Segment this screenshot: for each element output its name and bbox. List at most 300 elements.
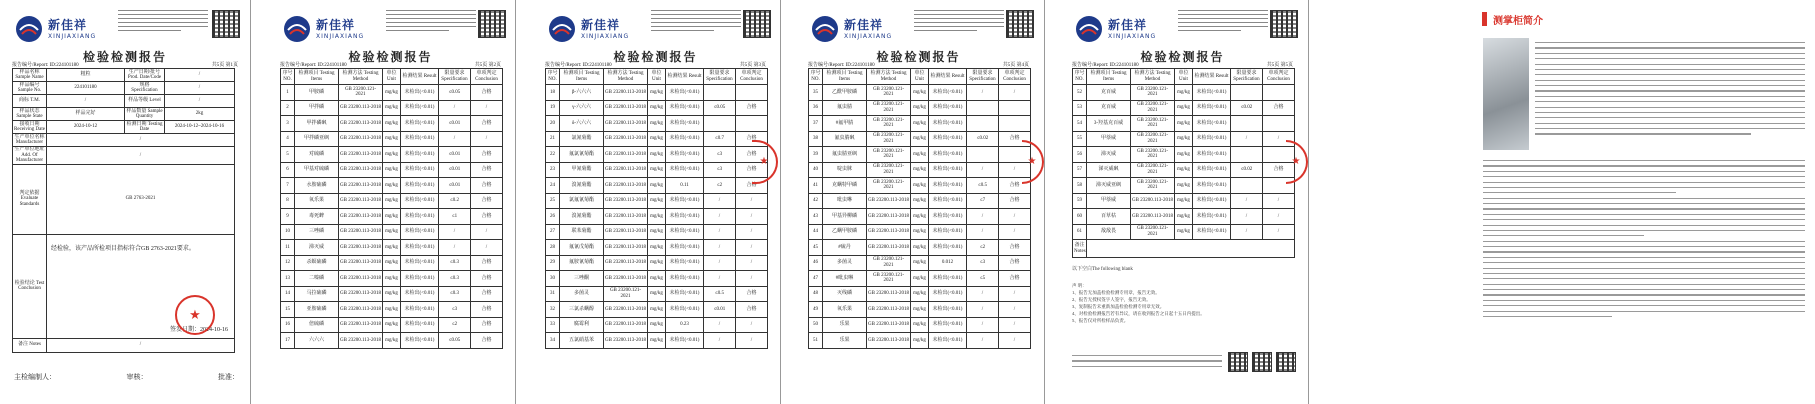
table-cell: mg/kg (1175, 193, 1193, 209)
table-cell: / (967, 209, 999, 225)
table-cell: GB 23200.113-2018 (339, 162, 383, 178)
table-cell: mg/kg (383, 178, 401, 194)
table-cell: GB 23200.113-2018 (339, 302, 383, 318)
table-cell: 合格 (1263, 162, 1295, 178)
table-cell: / (999, 209, 1031, 225)
table-cell: GB 23200.113-2018 (1131, 193, 1175, 209)
table-cell: 合格 (471, 317, 503, 333)
table-row (1073, 131, 1295, 147)
page-number: 共5页 第4页 (1002, 63, 1029, 68)
table-cell: 52 (1073, 85, 1087, 101)
table-cell (1263, 85, 1295, 101)
table-cell: / (967, 286, 999, 302)
table-cell: ≤3 (439, 302, 471, 318)
table-cell: 1 (281, 85, 295, 101)
table-cell: GB 23200.121-2021 (867, 271, 911, 287)
table-cell: GB 23200.113-2018 (867, 240, 911, 256)
table-cell: 49 (809, 302, 823, 318)
table-cell: GB 23200.113-2018 (604, 162, 648, 178)
table-cell: GB 23200.113-2018 (604, 193, 648, 209)
table-cell: 42 (809, 193, 823, 209)
notes-value: / (47, 338, 235, 352)
table-cell: 未检出(<0.01) (1193, 116, 1231, 132)
table-cell: 合格 (736, 178, 768, 194)
table-cell: GB 23200.113-2018 (339, 178, 383, 194)
table-cell: GB 23200.121-2021 (867, 255, 911, 271)
table-cell: 10 (281, 224, 295, 240)
table-cell: 未检出(<0.01) (1193, 147, 1231, 163)
table-cell: 未检出(<0.01) (666, 302, 704, 318)
table-cell: 未检出(<0.01) (401, 131, 439, 147)
table-cell: 61 (1073, 224, 1087, 240)
column-header: 单项判定 Conclusion (471, 69, 503, 85)
table-cell: 未检出(<0.01) (401, 209, 439, 225)
table-cell: mg/kg (911, 286, 929, 302)
table-cell: / (999, 162, 1031, 178)
report-title: 检验检测报告 (613, 50, 698, 64)
table-cell: GB 23200.113-2018 (867, 302, 911, 318)
table-cell: 7 (281, 178, 295, 194)
brand-name-en: XINJIAXIANG (581, 33, 630, 40)
qr-code-icon (212, 10, 240, 38)
table-row (13, 108, 235, 121)
table-cell: #氟甲腈 (823, 116, 867, 132)
table-cell: 60 (1073, 209, 1087, 225)
column-header: 序号 NO. (809, 69, 823, 85)
column-header: 检测结果 Result (929, 69, 967, 85)
table-row (809, 147, 1031, 163)
table-cell: 47 (809, 271, 823, 287)
field-value: / (165, 69, 235, 82)
table-cell: mg/kg (648, 100, 666, 116)
column-header: 单项判定 Conclusion (1263, 69, 1295, 85)
table-cell: 28 (546, 240, 560, 256)
table-cell: / (999, 85, 1031, 101)
table-row (281, 85, 503, 101)
field-value: 224101180 (47, 82, 125, 95)
company-logo-icon (547, 14, 577, 44)
report-number: 报告编号/Report: ID:224101180 (545, 63, 612, 68)
table-cell: mg/kg (911, 317, 929, 333)
table-cell: 合格 (471, 333, 503, 349)
issue-date: 签发日期：2024-10-16 (170, 326, 228, 333)
qr-code-icon (1252, 352, 1272, 372)
table-cell: GB 23200.113-2018 (604, 85, 648, 101)
table-cell: mg/kg (1175, 224, 1193, 240)
qr-code-icon (1270, 10, 1298, 38)
test-results-table (1072, 68, 1295, 258)
conclusion-text: 经检验，该产品所检项目指标符合GB 2763-2021要求。 (51, 245, 195, 252)
table-cell: 18 (546, 85, 560, 101)
report-number: 报告编号/Report: ID:224101180 (280, 63, 347, 68)
table-cell: / (736, 193, 768, 209)
table-cell: 未检出(<0.01) (929, 193, 967, 209)
table-cell: / (1231, 193, 1263, 209)
table-cell: 毒死蜱 (295, 209, 339, 225)
table-cell: 未检出(<0.01) (1193, 85, 1231, 101)
table-row (546, 302, 768, 318)
table-cell: / (967, 302, 999, 318)
table-cell: mg/kg (648, 302, 666, 318)
table-cell (1231, 178, 1263, 194)
table-header-row (809, 69, 1031, 85)
signature-reviewer-label: 审核： (126, 373, 148, 381)
table-cell: ≤0.01 (439, 178, 471, 194)
table-cell: 合格 (736, 286, 768, 302)
table-cell: 未检出(<0.01) (929, 224, 967, 240)
table-cell: mg/kg (911, 193, 929, 209)
table-cell (967, 147, 999, 163)
page-number: 共5页 第3页 (739, 63, 766, 68)
table-cell: 32 (546, 302, 560, 318)
table-cell: / (736, 317, 768, 333)
qr-code-icon (1276, 352, 1296, 372)
table-cell: ≤0.5 (704, 286, 736, 302)
table-cell: mg/kg (383, 286, 401, 302)
table-cell: / (1231, 209, 1263, 225)
table-cell: / (1231, 224, 1263, 240)
table-cell: 合格 (471, 193, 503, 209)
column-header: 单位 Unit (1175, 69, 1193, 85)
table-cell: mg/kg (383, 271, 401, 287)
table-cell: 未检出(<0.01) (666, 240, 704, 256)
page-divider (1044, 0, 1045, 404)
table-header-row (546, 69, 768, 85)
column-header: 序号 NO. (546, 69, 560, 85)
brand-name: 新佳祥 (316, 18, 356, 32)
report-number: 报告编号/Report: ID:224101180 (1072, 63, 1139, 68)
table-cell: 未检出(<0.01) (666, 255, 704, 271)
table-cell: / (471, 131, 503, 147)
table-cell: GB 23200.121-2021 (1131, 178, 1175, 194)
table-row (281, 333, 503, 349)
table-row (546, 162, 768, 178)
table-cell: 19 (546, 100, 560, 116)
table-row (13, 121, 235, 134)
table-row (281, 131, 503, 147)
table-cell: 倍硫磷 (295, 317, 339, 333)
table-cell: GB 23200.121-2021 (867, 147, 911, 163)
table-cell: 对硫磷 (295, 147, 339, 163)
report-meta (280, 61, 501, 68)
table-cell: 2 (281, 100, 295, 116)
table-cell: 14 (281, 286, 295, 302)
table-cell: 合格 (471, 209, 503, 225)
table-cell: 合格 (999, 193, 1031, 209)
field-value: 样品完好 (47, 108, 125, 121)
table-cell: 未检出(<0.01) (401, 100, 439, 116)
table-cell: 5 (281, 147, 295, 163)
table-cell: GB 23200.121-2021 (1131, 131, 1175, 147)
table-cell: 甲基异柳磷 (823, 209, 867, 225)
column-header: 限量要求 Specification (1231, 69, 1263, 85)
table-cell: GB 23200.113-2018 (867, 317, 911, 333)
table-cell: GB 23200.113-2018 (604, 209, 648, 225)
lab-photo (1483, 38, 1529, 150)
table-cell: 未检出(<0.01) (666, 333, 704, 349)
table-row (281, 286, 503, 302)
table-cell: 未检出(<0.01) (401, 147, 439, 163)
table-cell: mg/kg (911, 271, 929, 287)
table-cell: / (736, 209, 768, 225)
column-header: 检测结果 Result (666, 69, 704, 85)
table-cell: GB 23200.121-2021 (604, 286, 648, 302)
table-cell: 39 (809, 147, 823, 163)
table-cell: GB 23200.121-2021 (1131, 100, 1175, 116)
table-cell: 合格 (999, 240, 1031, 256)
table-cell: 未检出(<0.01) (401, 317, 439, 333)
page-divider (515, 0, 516, 404)
table-cell: 24 (546, 178, 560, 194)
intro-accent-bar (1482, 12, 1487, 26)
table-cell: / (439, 240, 471, 256)
table-cell: 43 (809, 209, 823, 225)
column-header: 检测方法 Testing Method (339, 69, 383, 85)
field-label: 样品编号 Sample No. (13, 82, 47, 95)
table-row (281, 271, 503, 287)
page-divider (250, 0, 251, 404)
table-row (13, 134, 235, 147)
table-row (281, 147, 503, 163)
column-header: 单位 Unit (383, 69, 401, 85)
field-label: 生产单位地址 Add. Of Manufacturer (14, 147, 45, 163)
table-cell: #吡虫啉 (823, 271, 867, 287)
table-cell: GB 23200.121-2021 (867, 116, 911, 132)
company-logo-icon (810, 14, 840, 44)
table-cell: 未检出(<0.01) (401, 85, 439, 101)
table-row (281, 209, 503, 225)
table-cell: mg/kg (1175, 85, 1193, 101)
table-cell: / (736, 240, 768, 256)
column-header: 检测项目 Testing Items (295, 69, 339, 85)
table-cell: 未检出(<0.01) (929, 286, 967, 302)
declaration-item: 3、复制报告未重新加盖检验检测专用章无效。 (1072, 304, 1165, 309)
brand-name-en: XINJIAXIANG (48, 33, 97, 40)
table-cell: 六六六 (295, 333, 339, 349)
table-cell: ≤0.05 (439, 333, 471, 349)
table-cell: 55 (1073, 131, 1087, 147)
table-cell: GB 23200.113-2018 (867, 333, 911, 349)
table-cell: 氯氰菊酯 (560, 131, 604, 147)
table-cell: 合格 (736, 302, 768, 318)
table-cell: 53 (1073, 100, 1087, 116)
table-row (281, 116, 503, 132)
table-row (281, 162, 503, 178)
column-header: 限量要求 Specification (967, 69, 999, 85)
table-cell: 未检出(<0.01) (401, 333, 439, 349)
table-cell: ≤7 (967, 193, 999, 209)
table-row (1073, 100, 1295, 116)
table-cell: 未检出(<0.01) (1193, 178, 1231, 194)
table-cell: 甲拌磷 (295, 100, 339, 116)
table-cell: 未检出(<0.01) (1193, 193, 1231, 209)
table-cell: 未检出(<0.01) (401, 302, 439, 318)
page-number: 共5页 第1页 (211, 63, 238, 68)
brand-name-en: XINJIAXIANG (1108, 33, 1157, 40)
table-cell: GB 23200.113-2018 (604, 131, 648, 147)
table-cell: 未检出(<0.01) (666, 147, 704, 163)
column-header: 检测方法 Testing Method (1131, 69, 1175, 85)
table-cell: / (736, 224, 768, 240)
table-cell (1263, 116, 1295, 132)
signature-approver-label: 批准： (218, 373, 239, 381)
table-cell: 未检出(<0.01) (929, 162, 967, 178)
table-row (809, 162, 1031, 178)
table-cell: / (999, 302, 1031, 318)
table-row (809, 224, 1031, 240)
table-cell: 未检出(<0.01) (929, 131, 967, 147)
report-page-1 (0, 0, 250, 404)
table-cell: mg/kg (911, 302, 929, 318)
table-cell: GB 23200.113-2018 (339, 317, 383, 333)
table-cell: 未检出(<0.01) (666, 131, 704, 147)
table-cell: 20 (546, 116, 560, 132)
official-seal-icon: ★ (752, 140, 778, 184)
table-cell: 未检出(<0.01) (1193, 100, 1231, 116)
table-cell: 合格 (471, 162, 503, 178)
table-row (546, 240, 768, 256)
table-cell: GB 23200.113-2018 (339, 193, 383, 209)
column-header: 限量要求 Specification (704, 69, 736, 85)
table-cell: GB 23200.121-2021 (1131, 224, 1175, 240)
table-cell: 41 (809, 178, 823, 194)
table-row (546, 255, 768, 271)
signature-editor-label: 主检编制人： (14, 373, 56, 381)
signature-row (14, 372, 239, 382)
table-cell: mg/kg (383, 193, 401, 209)
table-row (1073, 147, 1295, 163)
table-row (809, 333, 1031, 349)
table-row (281, 178, 503, 194)
table-cell: / (471, 100, 503, 116)
table-cell: 杀螟硫磷 (295, 255, 339, 271)
table-cell (704, 85, 736, 101)
table-cell: 合格 (999, 271, 1031, 287)
table-cell: 水胺硫磷 (295, 178, 339, 194)
table-row (281, 255, 503, 271)
qr-code-icon (1006, 10, 1034, 38)
table-cell: γ-六六六 (560, 100, 604, 116)
table-cell (736, 116, 768, 132)
table-cell: GB 23200.121-2021 (867, 100, 911, 116)
field-label: 检测日期 Testing Date (125, 121, 165, 134)
table-cell: 未检出(<0.01) (929, 240, 967, 256)
table-cell: 合格 (471, 147, 503, 163)
table-row (1073, 224, 1295, 240)
table-row (1073, 178, 1295, 194)
table-cell: mg/kg (383, 147, 401, 163)
table-cell: GB 23200.113-2018 (867, 193, 911, 209)
table-cell: GB 23200.113-2018 (604, 178, 648, 194)
table-cell: / (704, 271, 736, 287)
column-header: 序号 NO. (1073, 69, 1087, 85)
table-cell: 0.23 (666, 317, 704, 333)
table-row (546, 178, 768, 194)
table-cell: / (967, 317, 999, 333)
table-cell: mg/kg (648, 333, 666, 349)
field-label: 样品名称 Sample Name (13, 69, 47, 82)
table-cell: 未检出(<0.01) (666, 286, 704, 302)
table-cell: GB 23200.113-2018 (339, 271, 383, 287)
column-header: 单项判定 Conclusion (999, 69, 1031, 85)
table-cell: / (736, 333, 768, 349)
table-cell: GB 23200.113-2018 (339, 131, 383, 147)
table-cell: mg/kg (383, 302, 401, 318)
table-cell: mg/kg (911, 116, 929, 132)
table-cell (1231, 147, 1263, 163)
table-cell: 联苯菊酯 (560, 224, 604, 240)
field-value: 2024-10-12~2024-10-16 (165, 121, 235, 134)
table-cell: 22 (546, 147, 560, 163)
table-cell: 氟氰戊菊酯 (560, 240, 604, 256)
notes-row (1073, 240, 1295, 258)
table-cell: mg/kg (1175, 178, 1193, 194)
table-cell: 31 (546, 286, 560, 302)
table-cell: GB 23200.113-2018 (604, 116, 648, 132)
table-cell: mg/kg (1175, 162, 1193, 178)
table-cell: 合格 (471, 271, 503, 287)
field-label: 生产日期/批号 Prod. Date/Code (125, 69, 165, 82)
table-row (13, 164, 235, 234)
table-cell: / (999, 317, 1031, 333)
table-cell: ≤0.7 (704, 131, 736, 147)
table-row (281, 224, 503, 240)
table-cell: / (704, 240, 736, 256)
table-cell: 未检出(<0.01) (929, 100, 967, 116)
table-cell: GB 23200.113-2018 (339, 100, 383, 116)
table-cell: GB 23200.121-2021 (867, 162, 911, 178)
table-row (546, 271, 768, 287)
table-cell: mg/kg (383, 224, 401, 240)
table-cell: ≤3 (704, 147, 736, 163)
table-cell: ≤0.3 (439, 255, 471, 271)
table-cell: mg/kg (648, 116, 666, 132)
table-cell: / (704, 193, 736, 209)
table-cell: 涕灭威 (1087, 147, 1131, 163)
company-logo-icon (14, 14, 44, 44)
page-number: 共5页 第5页 (1266, 63, 1293, 68)
table-cell: GB 23200.113-2018 (604, 255, 648, 271)
report-title: 检验检测报告 (876, 50, 961, 64)
table-cell: δ-六六六 (560, 116, 604, 132)
standard-value: GB 2763-2021 (47, 164, 235, 234)
table-cell: / (439, 100, 471, 116)
table-cell: ≤2 (967, 240, 999, 256)
table-cell (999, 100, 1031, 116)
table-cell: / (967, 333, 999, 349)
table-cell: mg/kg (911, 100, 929, 116)
table-cell: 氧乐果 (295, 193, 339, 209)
table-cell: 乙酰甲胺磷 (823, 85, 867, 101)
table-cell: 克螨特甲磷 (823, 178, 867, 194)
table-cell: / (1263, 209, 1295, 225)
table-cell: β-六六六 (560, 85, 604, 101)
table-cell: 未检出(<0.01) (401, 286, 439, 302)
table-cell: GB 23200.121-2021 (867, 178, 911, 194)
field-label: 判定依据 Evaluate Standards (13, 164, 47, 234)
table-cell: 11 (281, 240, 295, 256)
field-label: 规格 Specification (125, 82, 165, 95)
declaration-item: 5、报告仅对所检样品负责。 (1072, 318, 1129, 323)
table-cell (704, 116, 736, 132)
table-cell: / (439, 224, 471, 240)
table-cell: 54 (1073, 116, 1087, 132)
table-cell: 12 (281, 255, 295, 271)
table-row (546, 209, 768, 225)
table-cell: GB 23200.113-2018 (339, 209, 383, 225)
table-cell: 乙螨甲胺磷 (823, 224, 867, 240)
table-row (1073, 162, 1295, 178)
